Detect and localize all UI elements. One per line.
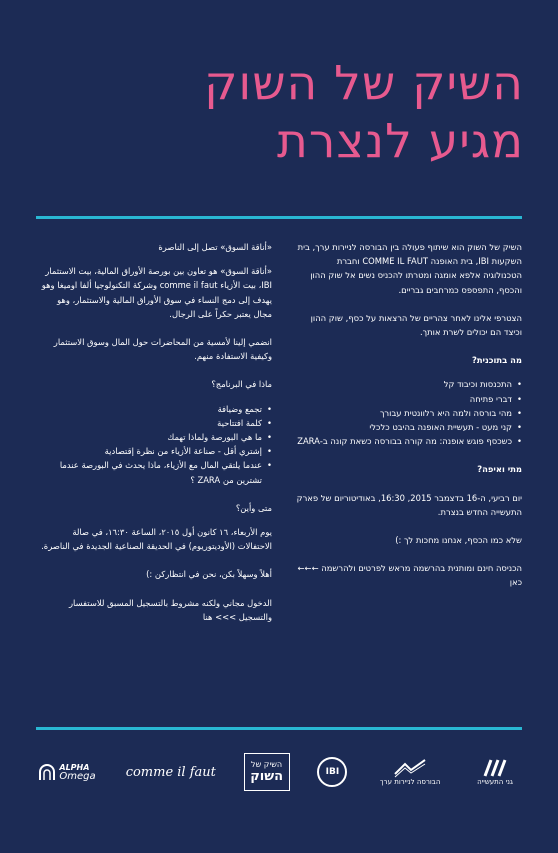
hebrew-bring: שלא כמו הכסף, אנחנו מחכות לך :) bbox=[395, 535, 522, 546]
hebrew-program-list bbox=[296, 377, 522, 448]
arabic-program-heading: ماذا في البرنامج؟ bbox=[211, 379, 272, 390]
list-item: • כשכסף פוגש אופנה: מה קורה בבורסה כשאת קונה ב-ZARA bbox=[296, 434, 512, 448]
comme-label: comme il faut bbox=[125, 764, 216, 780]
arabic-welcome: أهلاً وسهلاً بكن، نحن في انتظاركن :) bbox=[146, 569, 272, 580]
sponsor-logos bbox=[36, 752, 522, 792]
tase-label: הבורסה לניירות ערך bbox=[379, 778, 441, 786]
hebrew-join: הצטרפי אלינו לאחר צהריים של הרצאות על כסף, שוק ההון וכיצד הם יכולים לשרת אותך. bbox=[310, 312, 522, 338]
arabic-when-text: يوم الأربعاء، ١٦ كانون أول ٢٠١٥، الساعة ١٦:٣٠، في صالة الاحتفالات (الأوديتوريوم) في الحديقة الصناعية الجديدة في الناصرة. bbox=[41, 527, 272, 552]
shik-shel-hashuk-logo bbox=[244, 753, 290, 791]
shik-label-1: השיק של bbox=[251, 760, 283, 769]
arabic-intro: «أناقة السوق» هو تعاون بين بورصة الأوراق المالية، بيت الاستثمار IBI، بيت الأزياء comme il faut وشركة التكنولوجيا ألفا اوميغا وهو يهدف إلى دمج النساء في سوق الأوراق المالية والاستثمار، وهو مجال يعتبر حكراً على الرجال. bbox=[41, 266, 272, 319]
stripes-icon bbox=[482, 758, 508, 778]
shik-label-2: השוק bbox=[250, 769, 284, 784]
hebrew-registration-link[interactable]: הכניסה חינם ומותנית בהרשמה מראש לפרטים ולהרשמה ←←← כאן bbox=[297, 563, 522, 588]
list-item: • تجمع وضيافة bbox=[36, 402, 262, 416]
list-item: • كلمة افتتاحية bbox=[36, 416, 262, 430]
list-item: • ما هي البورصة ولماذا تهمك bbox=[36, 430, 262, 444]
title-line-1: השיק של השוק bbox=[204, 56, 524, 111]
list-item: • קני מעט - תעשיית האופנה בהיבט כלכלי bbox=[296, 420, 512, 434]
hebrew-column bbox=[296, 240, 522, 590]
alpha-omega-logo bbox=[36, 762, 98, 782]
hebrew-program-heading: מה בתוכנית? bbox=[471, 355, 522, 366]
arabic-heading: «أناقة السوق» تصل إلى الناصرة bbox=[158, 242, 272, 252]
hebrew-when-heading: מתי ואיפה? bbox=[477, 464, 522, 475]
arch-icon bbox=[38, 762, 56, 782]
list-item: • דברי פתיחה bbox=[296, 392, 512, 406]
ibi-logo bbox=[312, 757, 352, 787]
arabic-join: انضمي إلينا لأمسية من المحاضرات حول المال وسوق الاستثمار وكيفية الاستفادة منهم. bbox=[53, 337, 272, 362]
ganei-hataasiya-logo bbox=[468, 758, 522, 786]
arabic-column bbox=[36, 240, 272, 624]
hebrew-intro: השיק של השוק הוא שיתוף פעולה בין הבורסה לניירות ערך, בית השקעות IBI, בית האופנה COMME IL FAUT וחברת הטכנולוגיה אלפא אומגה ומטרתו להכניס נשים אל שוק ההון והכסף, התפספס כמרחבים גבריים. bbox=[297, 242, 522, 295]
top-divider bbox=[36, 216, 522, 219]
list-item: • إشتري أقل - صناعة الأزياء من نظرة إقتصادية bbox=[36, 444, 262, 458]
arabic-registration-link[interactable]: الدخول مجاني ولكنه مشروط بالتسجيل المسبق للاستفسار والتسجيل >>> هنا bbox=[68, 597, 272, 622]
list-item: • מהי בורסה ולמה היא רלוונטית עבורך bbox=[296, 406, 512, 420]
wave-icon bbox=[393, 758, 427, 778]
title-line-2: מגיע לנצרת bbox=[277, 114, 524, 169]
list-item: • عندما يلتقي المال مع الأزياء، ماذا يحدث في البورصة عندما تشترين من ZARA ؟ bbox=[36, 458, 262, 486]
arabic-program-list bbox=[36, 402, 272, 487]
alpha-label: ALPHA bbox=[59, 763, 90, 772]
hebrew-when-text: יום רביעי, ה-16 בדצמבר 2015, 16:30, באודיטוריום של פארק התעשייה החדש בנצרת. bbox=[296, 492, 522, 517]
arabic-when-heading: متى وأين؟ bbox=[235, 502, 272, 513]
ibi-label: IBI bbox=[317, 757, 347, 787]
tase-logo bbox=[375, 758, 445, 786]
comme-il-faut-logo bbox=[121, 765, 221, 780]
omega-label: Omega bbox=[59, 771, 96, 782]
poster-title bbox=[204, 55, 524, 171]
bottom-divider bbox=[36, 727, 522, 730]
list-item: • התכנסות וכיבוד קל bbox=[296, 377, 512, 391]
ganei-label: גני התעשייה bbox=[477, 778, 513, 786]
